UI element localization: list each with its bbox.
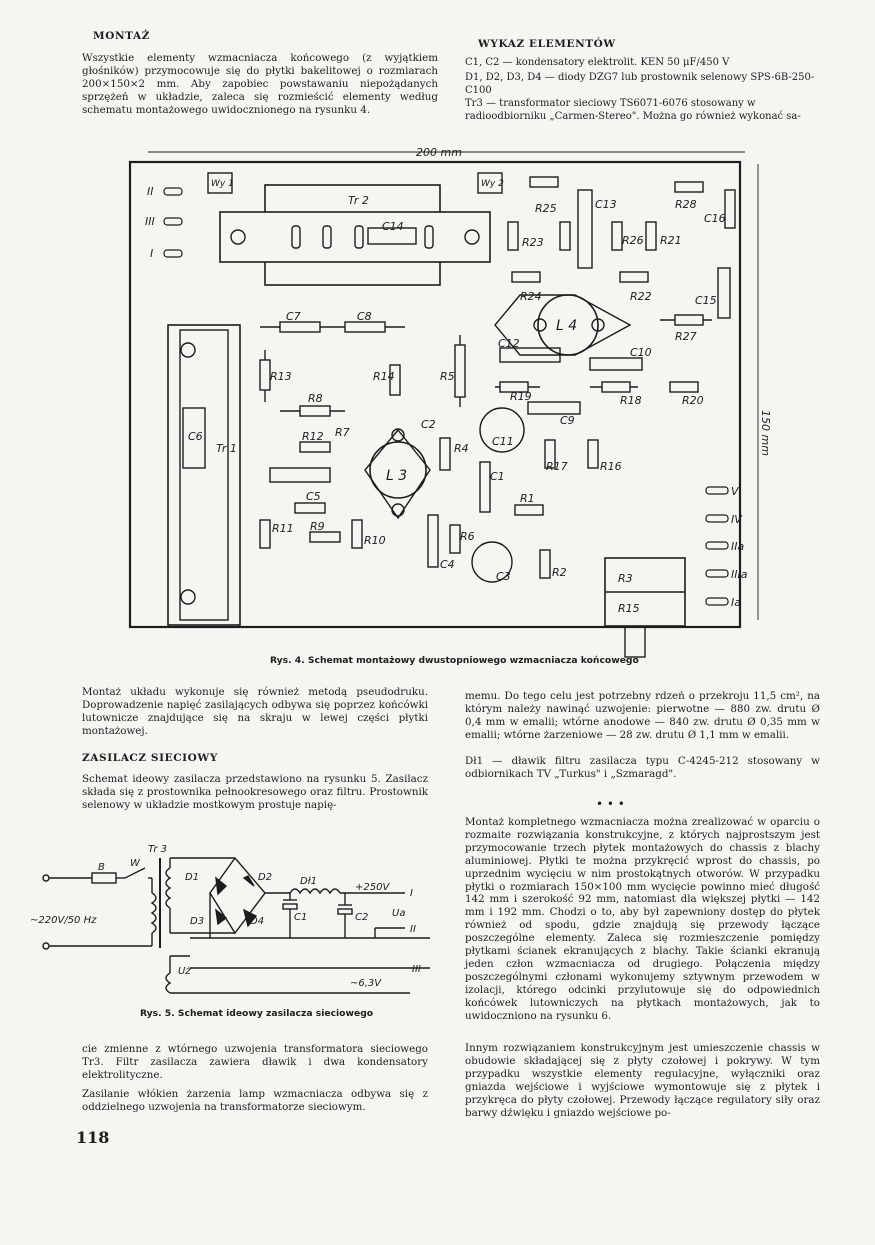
label-r1: R1 <box>520 492 535 505</box>
label-c8: C8 <box>357 310 372 323</box>
label-c7: C7 <box>286 310 301 323</box>
label-c11: C11 <box>492 435 514 448</box>
label-c3: C3 <box>496 570 511 583</box>
label-r24: R24 <box>520 290 542 303</box>
terminal-III: III <box>145 215 155 228</box>
terminal-II: II <box>147 185 154 198</box>
label-mains: ~220V/50 Hz <box>30 915 97 926</box>
label-out-II: II <box>410 924 416 935</box>
label-b: B <box>98 862 105 873</box>
paragraph-innym: Innym rozwiązaniem konstrukcyjnym jest umieszczenie chassis w obudowie składającej się z płyty czołowej i pokrywy. W tym przypadku wszystkie elementy regulacyjne, wyłączniki oraz gniazda wejściowe i wyjściowe wymontowuje się z płytek i przykręca do płyty czołowej. Przewody łączące regulatory siły oraz barwy dźwięku i gniazdo wejściowe po- <box>465 1042 820 1119</box>
label-r15: R15 <box>618 602 640 615</box>
label-d3: D3 <box>190 916 205 927</box>
dim-width: 200 mm <box>416 146 462 159</box>
label-c10: C10 <box>630 346 652 359</box>
label-r10: R10 <box>364 534 386 547</box>
label-tr3: Tr 3 <box>148 844 167 855</box>
heading-wykaz: WYKAZ ELEMENTÓW <box>478 38 616 50</box>
label-d1: D1 <box>185 872 200 883</box>
label-wy2: Wy 2 <box>481 179 504 189</box>
paragraph-montaz-kompletnego: Montaż kompletnego wzmacniacza można zrealizować w oparciu o rozmaite rozwiązania konstrukcyjne, z których najprostszym jest przymocowanie trzech płytek montażowych do chassis z blachy aluminiowej. Płytki te można przykręcić wprost do chassis, po uprzednim wycięciu w nim prostokątnych otworów. W przypadku płytki o rozmiarach 150×100 mm wycięcie powinno mieć długość 142 mm i szerokość 92 mm, natomiast dla większej płytki — 142 mm i 192 mm. Chodzi o to, aby był zapewniony dostęp do płytek również od spodu, gdzie znajdują się przewody łączące poszczególne elementy. Zaleca się rozmieszczenie pomiędzy płytkami ścianek ekranujących z blachy. Takie ścianki ekranują jeden człon wzmacniacza od drugiego. Połączenia między poszczególnymi członami wykonujemy sztywnym przewodem w izolacji, którego odcinki przylutowuje się do odpowiednich końcówek lutowniczych na płytkach montażowych, jak to uwidoczniono na rysunku 6. <box>465 816 820 1022</box>
label-r3: R3 <box>618 572 633 585</box>
terminal-IV: IV <box>731 513 742 526</box>
label-d4: D4 <box>250 916 265 927</box>
label-c5: C5 <box>306 490 321 503</box>
terminal-Ia: Ia <box>731 596 741 609</box>
label-c16: C16 <box>704 212 726 225</box>
heading-montaz: MONTAŻ <box>93 30 151 42</box>
label-c1: C1 <box>490 470 505 483</box>
label-r23: R23 <box>522 236 544 249</box>
label-r11: R11 <box>272 522 294 535</box>
label-wy1: Wy 1 <box>211 179 234 189</box>
label-c2-fig5: C2 <box>355 912 369 923</box>
label-r14: R14 <box>373 370 395 383</box>
label-r27: R27 <box>675 330 697 343</box>
label-r7: R7 <box>335 426 350 439</box>
label-tr1: Tr 1 <box>216 442 237 455</box>
label-r4: R4 <box>454 442 469 455</box>
label-r20: R20 <box>682 394 704 407</box>
label-ua: Ua <box>392 908 406 919</box>
figure-4-caption: Rys. 4. Schemat montażowy dwustopniowego wzmacniacza końcowego <box>270 655 639 666</box>
label-c14: C14 <box>382 220 404 233</box>
label-r5: R5 <box>440 370 455 383</box>
label-r2: R2 <box>552 566 567 579</box>
label-250v: +250V <box>355 882 390 893</box>
terminal-I: I <box>150 247 154 260</box>
paragraph-zasilacz: Schemat ideowy zasilacza przedstawiono na rysunku 5. Zasilacz składa się z prostownika pełnookresowego oraz filtru. Prostownik selenowy w układzie mostkowym prostuje napię- <box>82 773 428 811</box>
figure-5-schematic <box>30 838 430 998</box>
label-dl1: Dł1 <box>300 876 317 887</box>
label-uz: Uż <box>178 966 191 977</box>
label-out-I: I <box>410 888 413 899</box>
label-c6: C6 <box>188 430 203 443</box>
label-c12: C12 <box>498 337 520 350</box>
label-tr2: Tr 2 <box>348 194 369 207</box>
label-r9: R9 <box>310 520 325 533</box>
label-r18: R18 <box>620 394 642 407</box>
paragraph-montaz-2: Montaż układu wykonuje się również metodą pseudodruku. Doprowadzenie napięć zasilających odbywa się poprzez końcówki lutownicze znajdujące się na skraju w lewej części płytki montażowej. <box>82 686 428 737</box>
label-r28: R28 <box>675 198 697 211</box>
label-c4: C4 <box>440 558 455 571</box>
label-r13: R13 <box>270 370 292 383</box>
paragraph-montaz: Wszystkie elementy wzmacniacza końcowego (z wyjątkiem głośników) przymocowuje się do płytki bakelitowej o rozmiarach 200×150×2 mm. Aby zapobiec powstawaniu niepożądanych sprzężeń w układzie, zaleca się rozmieścić elementy według schematu montażowego uwidocznionego na rysunku 4. <box>82 52 438 116</box>
label-c2: C2 <box>421 418 436 431</box>
label-6v3: ~6,3V <box>350 978 382 989</box>
wykaz-item-c1c2: C1, C2 — kondensatory elektrolit. KEN 50 μF/450 V <box>465 57 730 68</box>
label-l3: L 3 <box>386 468 408 484</box>
wykaz-item-diodes: D1, D2, D3, D4 — diody DZG7 lub prostownik selenowy SPS-6B-250-C100 <box>465 72 815 96</box>
label-c13: C13 <box>595 198 617 211</box>
label-c9: C9 <box>560 414 575 427</box>
label-r6: R6 <box>460 530 475 543</box>
paragraph-memu: memu. Do tego celu jest potrzebny rdzeń o przekroju 11,5 cm², na którym należy nawinąć uzwojenie: pierwotne — 880 zw. drutu Ø 0,4 mm w emalii; wtórne anodowe — 840 zw. drutu Ø 0,35 mm w emalii; wtórne żarzeniowe — 28 zw. drutu Ø 1,1 mm w emalii. <box>465 690 820 741</box>
terminal-IIIa: IIIa <box>731 568 748 581</box>
label-d2: D2 <box>258 872 273 883</box>
paragraph-zasilanie: Zasilanie włókien żarzenia lamp wzmacniacza odbywa się z oddzielnego uzwojenia na transformatorze sieciowym. <box>82 1088 428 1113</box>
paragraph-dl1: Dł1 — dławik filtru zasilacza typu C-4245-212 stosowany w odbiornikach TV „Turkus" i „Szmaragd". <box>465 755 820 780</box>
figure-4-layout-diagram <box>120 140 780 660</box>
label-r17: R17 <box>546 460 568 473</box>
tr1-outline <box>168 325 240 625</box>
label-l4: L 4 <box>556 318 578 334</box>
figure-5-caption: Rys. 5. Schemat ideowy zasilacza sieciowego <box>140 1008 374 1019</box>
heading-zasilacz: ZASILACZ SIECIOWY <box>82 752 218 764</box>
label-r21: R21 <box>660 234 682 247</box>
wykaz-item-tr3: Tr3 — transformator sieciowy TS6071-6076 stosowany w radioodbiorniku „Carmen-Stereo". Można go również wykonać sa- <box>465 98 801 122</box>
label-r8: R8 <box>308 392 323 405</box>
label-r19: R19 <box>510 390 532 403</box>
section-divider-dots: • • • <box>596 797 625 811</box>
label-r16: R16 <box>600 460 622 473</box>
terminal-V: V <box>731 485 739 498</box>
label-r12: R12 <box>302 430 324 443</box>
label-r26: R26 <box>622 234 644 247</box>
label-c1-fig5: C1 <box>294 912 308 923</box>
label-out-III: III <box>412 964 421 975</box>
paragraph-zasilacz-cont: cie zmienne z wtórnego uzwojenia transformatora sieciowego Tr3. Filtr zasilacza zawiera dławik i dwa kondensatory elektrolityczne. <box>82 1043 428 1081</box>
label-c15: C15 <box>695 294 717 307</box>
label-r25: R25 <box>535 202 557 215</box>
label-r22: R22 <box>630 290 652 303</box>
page-number: 118 <box>76 1128 110 1147</box>
dim-height: 150 mm <box>759 410 772 456</box>
terminal-IIa: IIa <box>731 540 745 553</box>
label-w: W <box>130 858 140 869</box>
